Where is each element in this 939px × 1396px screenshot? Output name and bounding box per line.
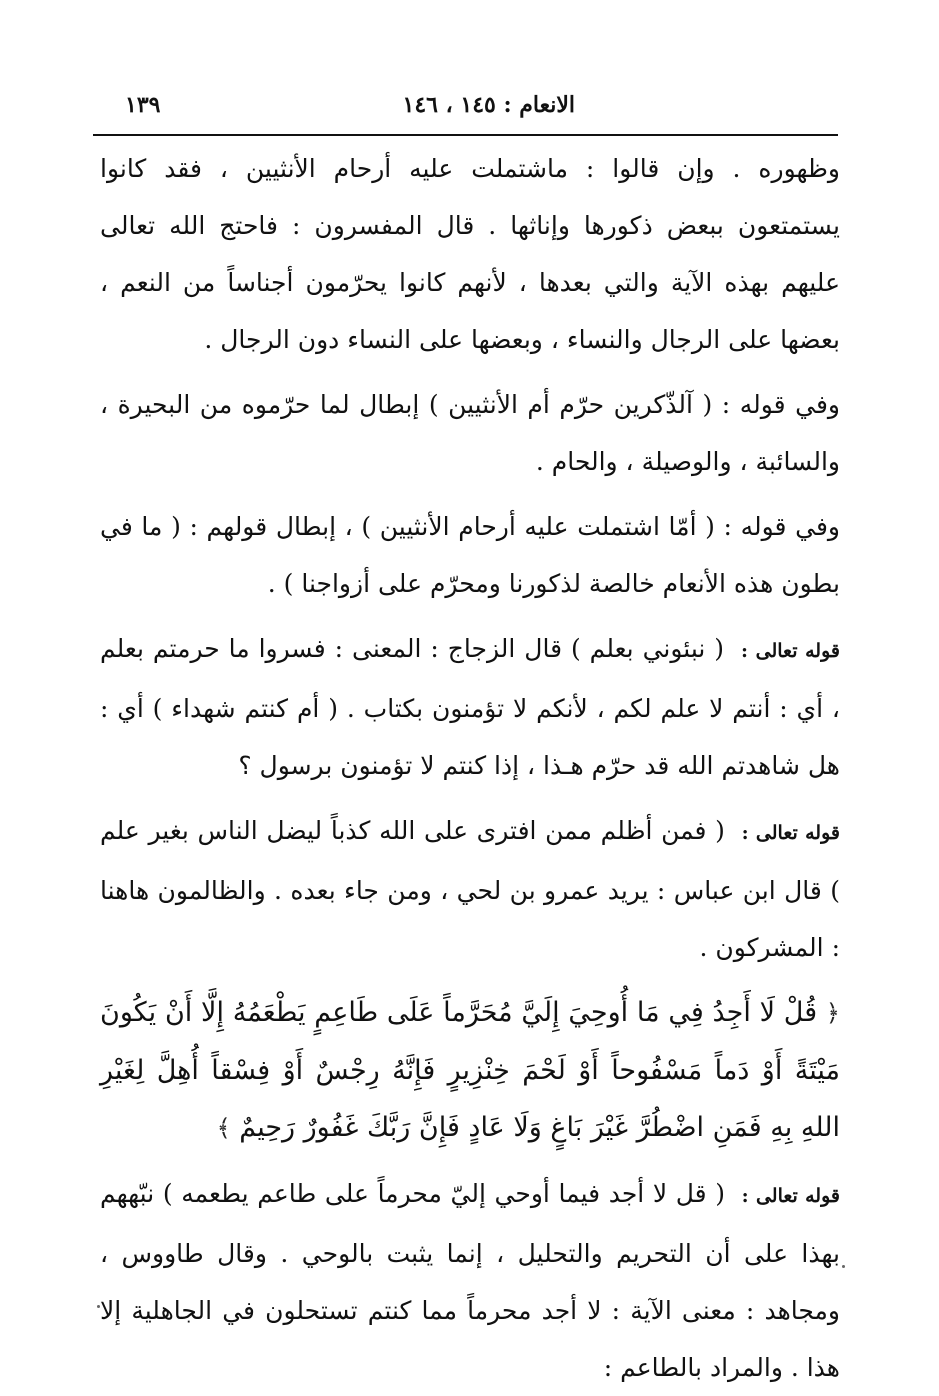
paragraph-text: وفي قوله : ( آلذّكرين حرّم أم الأنثيين ) إبطال لما حرّموه من البحيرة ، والسائبة ، والوصيلة ، والحام . — [100, 390, 840, 476]
paragraph-text: ( فمن أظلم ممن افترى على الله كذباً ليضل الناس بغير علم ) قال ابن عباس : يريد عمرو بن لحي ، ومن جاء بعده . والظالمون هاهنا : المشركون . — [100, 816, 840, 962]
scan-speck — [97, 1305, 100, 1308]
verse-close-bracket: ﴾ — [216, 1114, 231, 1142]
verse-open-bracket: ﴿ — [825, 999, 840, 1027]
paragraph-6 — [100, 1165, 840, 1396]
header-rule — [93, 134, 838, 136]
paragraph-lead: قوله تعالى : — [740, 640, 840, 662]
paragraph-lead: قوله تعالى : — [741, 1185, 840, 1207]
scan-speck — [842, 1265, 845, 1268]
paragraph-2 — [100, 376, 840, 490]
paragraph-3 — [100, 498, 840, 612]
verse-text: قُلْ لَا أَجِدُ فِي مَا أُوحِيَ إِلَيَّ مُحَرَّماً عَلَى طَاعِمٍ يَطْعَمُهُ إِلَّا أَنْ يَكُونَ مَيْتَةً أَوْ دَماً مَسْفُوحاً أَوْ لَحْمَ خِنْزِيرٍ فَإِنَّهُ رِجْسٌ أَوْ فِسْقاً أُهِلَّ لِغَيْرِ اللهِ بِهِ فَمَنِ اضْطُرَّ غَيْرَ بَاغٍ وَلَا عَادٍ فَإِنَّ رَبَّكَ غَفُورٌ رَحِيمٌ — [100, 997, 840, 1143]
paragraph-text: وظهوره . وإن قالوا : ماشتملت عليه أرحام الأنثيين ، فقد كانوا يستمتعون ببعض ذكورها وإناثها . قال المفسرون : فاحتج الله تعالى عليهم بهذه الآية والتي بعدها ، لأنهم كانوا يحرّمون أجناساً من النعم ، بعضها على الرجال والنساء ، وبعضها على النساء دون الرجال . — [100, 154, 840, 354]
page-number: ١٣٩ — [125, 92, 161, 118]
paragraph-text: ( قل لا أجد فيما أوحي إليّ محرماً على طاعم يطعمه ) نبّههم بهذا على أن التحريم والتحليل ، إنما يثبت بالوحي . وقال طاووس ، ومجاهد : معنى الآية : لا أجد محرماً مما كنتم تستحلون في الجاهلية إلا هذا . والمراد بالطاعم : — [100, 1179, 840, 1382]
paragraph-1 — [100, 140, 840, 368]
paragraph-text: وفي قوله : ( أمّا اشتملت عليه أرحام الأنثيين ) ، إبطال قولهم : ( ما في بطون هذه الأنعام خالصة لذكورنا ومحرّم على أزواجنا ) . — [100, 512, 840, 598]
paragraph-lead: قوله تعالى : — [741, 822, 840, 844]
paragraph-5 — [100, 802, 840, 976]
page-body — [100, 140, 840, 1382]
running-header — [95, 82, 835, 126]
quran-verse — [100, 984, 840, 1157]
paragraph-4 — [100, 620, 840, 794]
header-title: الانعام : ١٤٥ ، ١٤٦ — [402, 92, 575, 118]
paragraph-text: ( نبئوني بعلم ) قال الزجاج : المعنى : فسروا ما حرمتم بعلم ، أي : أنتم لا علم لكم ، لأنكم لا تؤمنون بكتاب . ( أم كنتم شهداء ) أي : هل شاهدتم الله قد حرّم هـذا ، إذا كنتم لا تؤمنون برسول ؟ — [100, 634, 840, 780]
